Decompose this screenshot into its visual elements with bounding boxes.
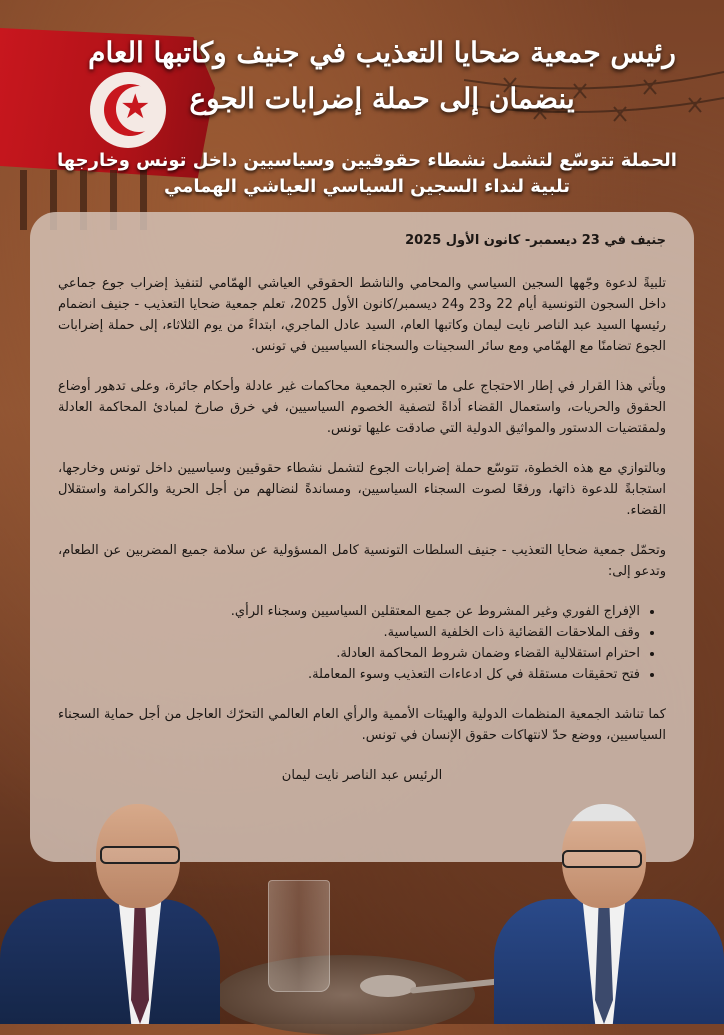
portrait-left <box>0 800 230 1024</box>
demands-list <box>58 601 666 685</box>
paragraph-2: ويأتي هذا القرار في إطار الاحتجاج على ما تعتبره الجمعية محاكمات غير عادلة وأحكام جائرة، وعلى تدهور أوضاع الحقوق والحريات، واستعمال القضاء أداةً لتصفية الخصوم السياسيين، في خرق صارخ لمبادئ المحاكمة العادلة ولمقتضيات الدستور والمواثيق الدولية التي صادقت عليها تونس. <box>58 379 666 436</box>
water-glass-image <box>268 880 330 992</box>
suit <box>0 899 220 1024</box>
spoon-image <box>360 975 416 997</box>
glasses-icon <box>562 850 642 868</box>
paragraph-3: وبالتوازي مع هذه الخطوة، تتوسّع حملة إضرابات الجوع لتشمل نشطاء حقوقيين وسياسيين داخل تونس وخارجها، استجابةً للدعوة ذاتها، ورفعًا لصوت السجناء السياسيين، ومساندةً لنضالهم من أجل الحرية والكرامة واستقلال القضاء. <box>58 461 666 518</box>
list-item: • وقف الملاحقات القضائية ذات الخلفية السياسية. <box>58 622 640 643</box>
subtitle-line-2: تلبية لنداء السجين السياسي العياشي الهمامي <box>163 176 571 197</box>
paragraph-4: وتحمّل جمعية ضحايا التعذيب - جنيف السلطات التونسية كامل المسؤولية عن سلامة جميع المضربين عن الطعام، وتدعو إلى: <box>58 543 666 579</box>
title-line-1: رئيس جمعية ضحايا التعذيب في جنيف وكاتبها العام <box>88 36 676 69</box>
flag-star-icon: ★ <box>120 87 151 127</box>
closing-paragraph: كما تناشد الجمعية المنظمات الدولية والهيئات الأممية والرأي العام العالمي التحرّك العاجل من أجل حماية السجناء السياسيين، ووضع حدّ لانتهاكات حقوق الإنسان في تونس. <box>58 707 666 743</box>
empty-plate-image <box>215 955 475 1035</box>
statement-body <box>58 230 666 805</box>
list-item: • احترام استقلالية القضاء وضمان شروط المحاكمة العادلة. <box>58 643 640 664</box>
list-item: • فتح تحقيقات مستقلة في كل ادعاءات التعذيب وسوء المعاملة. <box>58 664 640 685</box>
signature: الرئيس عبد الناصر نايت ليمان <box>281 768 443 783</box>
subtitle-line-1: الحملة تتوسّع لتشمل نشطاء حقوقيين وسياسيين داخل تونس وخارجها <box>57 150 677 171</box>
page-title <box>60 30 704 127</box>
title-line-2: ينضمان إلى حملة إضرابات الجوع <box>189 82 575 115</box>
list-item: • الإفراج الفوري وغير المشروط عن جميع المعتقلين السياسيين وسجناء الرأي. <box>58 601 640 622</box>
glasses-icon <box>100 846 180 864</box>
paragraph-1: تلبيةً لدعوة وجّهها السجين السياسي والمحامي والناشط الحقوقي العياشي الهمّامي لتنفيذ إضراب جوع جماعي داخل السجون التونسية أيام 22 و23 و24 ديسمبر/كانون الأول 2025، تعلم جمعية ضحايا التعذيب - جنيف انضمام رئيسها السيد عبد الناصر نايت ليمان وكاتبها العام، السيد عادل الماجري، ابتداءً من يوم الثلاثاء، إلى حملة إضرابات الجوع تضامنًا مع الهمّامي ومع سائر السجينات والسجناء السياسيين في تونس. <box>58 276 666 354</box>
portrait-right <box>494 800 724 1024</box>
dateline: جنيف في 23 ديسمبر- كانون الأول 2025 <box>405 233 666 248</box>
page-subtitle <box>30 148 704 200</box>
